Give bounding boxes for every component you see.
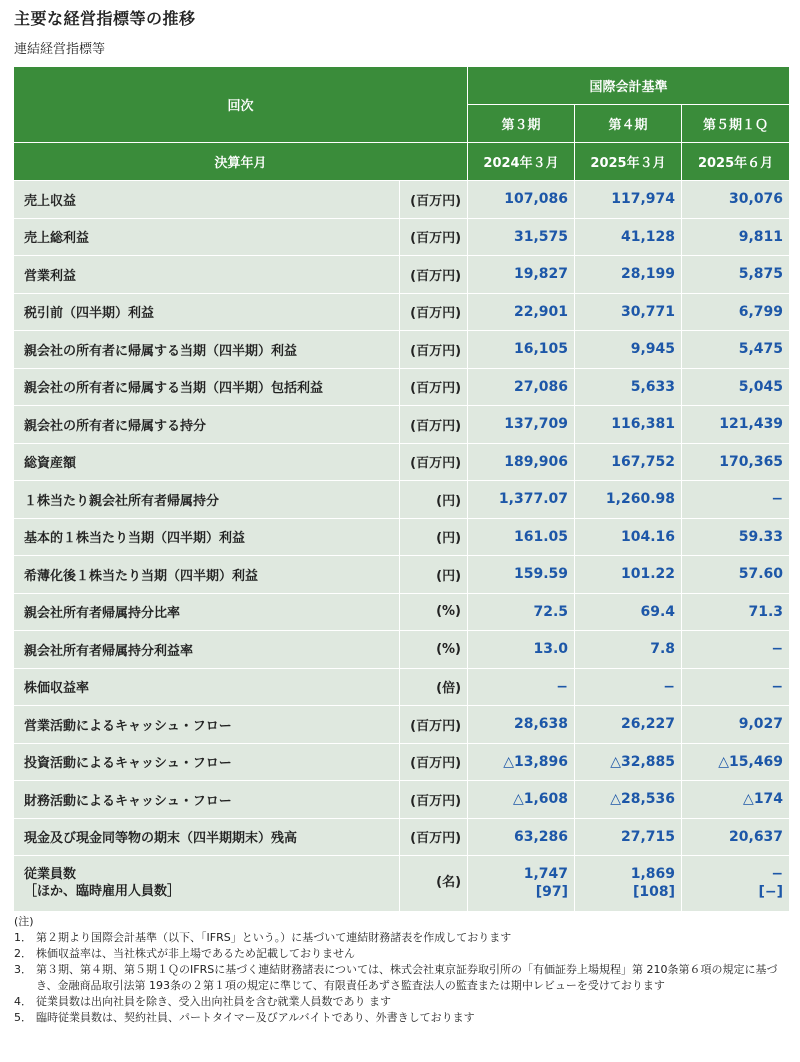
row-value: 9,945: [575, 331, 682, 369]
employees-temp-count: [−]: [758, 883, 784, 900]
row-value: 9,027: [682, 706, 790, 744]
note-item: [14, 946, 794, 962]
table-row: [14, 743, 790, 781]
note-item: [14, 1010, 794, 1026]
row-label: 売上総利益: [14, 218, 400, 256]
employees-value: [468, 856, 575, 912]
row-value: △174: [682, 781, 790, 819]
table-row: [14, 593, 790, 631]
row-value: 6,799: [682, 293, 790, 331]
table-row-employees: [14, 856, 790, 912]
row-value: 117,974: [575, 181, 682, 219]
row-unit: (百万円): [400, 781, 468, 819]
row-value: 69.4: [575, 593, 682, 631]
row-unit: (百万円): [400, 406, 468, 444]
row-label: 株価収益率: [14, 668, 400, 706]
row-value: 121,439: [682, 406, 790, 444]
note-number: 1．: [14, 930, 32, 944]
note-text: 第３期、第４期、第５期１ＱのIFRSに基づく連結財務諸表については、株式会社東京証券取引所の「有価証券上場規程」第 210条第６項の規定に基づき、金融商品取引法第 193条の２第１項の規定に準じて、有限責任あずさ監査法人の監査または期中レビューを受けております: [36, 962, 778, 992]
table-row: [14, 256, 790, 294]
row-value: 9,811: [682, 218, 790, 256]
row-value: 167,752: [575, 443, 682, 481]
table-row: [14, 518, 790, 556]
employees-value: [575, 856, 682, 912]
row-label: 親会社の所有者に帰属する当期（四半期）包括利益: [14, 368, 400, 406]
row-value: 57.60: [682, 556, 790, 594]
employees-temp-count: [97]: [535, 883, 569, 900]
row-value: 13.0: [468, 631, 575, 669]
row-unit: (百万円): [400, 331, 468, 369]
row-value: 72.5: [468, 593, 575, 631]
employees-label-main: 従業員数: [24, 867, 77, 883]
note-item: [14, 994, 794, 1010]
row-value: 31,575: [468, 218, 575, 256]
note-text: 第２期より国際会計基準（以下、「IFRS」という。）に基づいて連結財務諸表を作成しております: [36, 930, 512, 944]
row-value: 116,381: [575, 406, 682, 444]
note-number: 3．: [14, 962, 32, 976]
table-row: [14, 631, 790, 669]
table-row: [14, 368, 790, 406]
table-row: [14, 181, 790, 219]
row-unit: (百万円): [400, 443, 468, 481]
employees-label: [14, 856, 400, 912]
financial-indicators-table: [13, 66, 790, 912]
note-item: [14, 962, 794, 994]
row-value: 28,638: [468, 706, 575, 744]
table-row: [14, 293, 790, 331]
row-unit: (百万円): [400, 293, 468, 331]
row-value: △13,896: [468, 743, 575, 781]
note-number: 2．: [14, 946, 32, 960]
row-label: 親会社の所有者に帰属する持分: [14, 406, 400, 444]
row-value: 101.22: [575, 556, 682, 594]
row-unit: (百万円): [400, 218, 468, 256]
row-value: 41,128: [575, 218, 682, 256]
row-value: 27,086: [468, 368, 575, 406]
row-value: 30,771: [575, 293, 682, 331]
row-value: 137,709: [468, 406, 575, 444]
row-value: 26,227: [575, 706, 682, 744]
row-value: 5,475: [682, 331, 790, 369]
row-unit: (円): [400, 518, 468, 556]
row-value: 1,377.07: [468, 481, 575, 519]
row-value: 170,365: [682, 443, 790, 481]
header-date-1: 2024年３月: [468, 143, 575, 181]
employees-count: −: [771, 866, 784, 882]
row-value: 161.05: [468, 518, 575, 556]
row-value: 189,906: [468, 443, 575, 481]
row-unit: (%): [400, 593, 468, 631]
employees-value: [682, 856, 790, 912]
header-fiscal-label: 決算年月: [14, 143, 468, 181]
row-label: 総資産額: [14, 443, 400, 481]
row-value: −: [682, 481, 790, 519]
table-row: [14, 668, 790, 706]
table-row: [14, 781, 790, 819]
row-value: −: [682, 668, 790, 706]
row-value: −: [682, 631, 790, 669]
note-text: 株価収益率は、当社株式が非上場であるため記載しておりません: [36, 946, 355, 960]
row-value: 107,086: [468, 181, 575, 219]
employees-unit: (名): [400, 856, 468, 912]
row-value: 16,105: [468, 331, 575, 369]
row-label: 基本的１株当たり当期（四半期）利益: [14, 518, 400, 556]
table-row: [14, 818, 790, 856]
header-date-2: 2025年３月: [575, 143, 682, 181]
row-value: △32,885: [575, 743, 682, 781]
employees-count: 1,869: [630, 866, 676, 882]
row-value: 1,260.98: [575, 481, 682, 519]
row-label: 営業利益: [14, 256, 400, 294]
row-value: 59.33: [682, 518, 790, 556]
row-label: 親会社の所有者に帰属する当期（四半期）利益: [14, 331, 400, 369]
note-text: 臨時従業員数は、契約社員、パートタイマー及びアルバイトであり、外書きしております: [36, 1010, 475, 1024]
note-number: 4．: [14, 994, 32, 1008]
row-value: 28,199: [575, 256, 682, 294]
employees-temp-count: [108]: [632, 883, 676, 900]
row-value: 20,637: [682, 818, 790, 856]
table-row: [14, 218, 790, 256]
page-subtitle: 連結経営指標等: [14, 42, 106, 57]
row-value: −: [575, 668, 682, 706]
row-label: 売上収益: [14, 181, 400, 219]
row-value: 71.3: [682, 593, 790, 631]
row-label: 親会社所有者帰属持分比率: [14, 593, 400, 631]
header-period-1: 第３期: [468, 105, 575, 143]
row-value: 5,875: [682, 256, 790, 294]
table-row: [14, 443, 790, 481]
table-row: [14, 481, 790, 519]
row-unit: (百万円): [400, 181, 468, 219]
row-value: 159.59: [468, 556, 575, 594]
header-kaiji: 回次: [14, 67, 468, 143]
note-text: 従業員数は出向社員を除き、受入出向社員を含む就業人員数であり ます: [36, 994, 392, 1008]
note-item: [14, 930, 794, 946]
row-unit: (百万円): [400, 256, 468, 294]
row-label: 財務活動によるキャッシュ・フロー: [14, 781, 400, 819]
table-row: [14, 331, 790, 369]
table-row: [14, 706, 790, 744]
row-value: 104.16: [575, 518, 682, 556]
row-unit: (百万円): [400, 706, 468, 744]
row-unit: (百万円): [400, 818, 468, 856]
row-value: 22,901: [468, 293, 575, 331]
row-value: 5,633: [575, 368, 682, 406]
table-row: [14, 556, 790, 594]
row-value: △15,469: [682, 743, 790, 781]
row-value: △1,608: [468, 781, 575, 819]
row-label: 現金及び現金同等物の期末（四半期期末）残高: [14, 818, 400, 856]
page-title: 主要な経営指標等の推移: [14, 9, 196, 28]
employees-count: 1,747: [523, 866, 569, 882]
header-standard: 国際会計基準: [468, 67, 790, 105]
table-row: [14, 406, 790, 444]
header-date-3: 2025年６月: [682, 143, 790, 181]
note-number: 5．: [14, 1010, 32, 1024]
row-value: 63,286: [468, 818, 575, 856]
row-unit: (百万円): [400, 368, 468, 406]
row-label: 希薄化後１株当たり当期（四半期）利益: [14, 556, 400, 594]
row-value: △28,536: [575, 781, 682, 819]
row-unit: (%): [400, 631, 468, 669]
row-label: 営業活動によるキャッシュ・フロー: [14, 706, 400, 744]
row-value: 30,076: [682, 181, 790, 219]
employees-label-sub: ［ほか、臨時雇用人員数］: [24, 883, 181, 899]
row-label: 投資活動によるキャッシュ・フロー: [14, 743, 400, 781]
row-unit: (百万円): [400, 743, 468, 781]
row-value: −: [468, 668, 575, 706]
row-value: 5,045: [682, 368, 790, 406]
row-value: 27,715: [575, 818, 682, 856]
row-unit: (円): [400, 556, 468, 594]
notes-heading: (注): [14, 915, 34, 928]
notes-section: [14, 914, 794, 1026]
row-unit: (円): [400, 481, 468, 519]
header-period-2: 第４期: [575, 105, 682, 143]
row-unit: (倍): [400, 668, 468, 706]
row-value: 19,827: [468, 256, 575, 294]
row-label: 親会社所有者帰属持分利益率: [14, 631, 400, 669]
row-label: １株当たり親会社所有者帰属持分: [14, 481, 400, 519]
row-label: 税引前（四半期）利益: [14, 293, 400, 331]
header-period-3: 第５期１Ｑ: [682, 105, 790, 143]
row-value: 7.8: [575, 631, 682, 669]
